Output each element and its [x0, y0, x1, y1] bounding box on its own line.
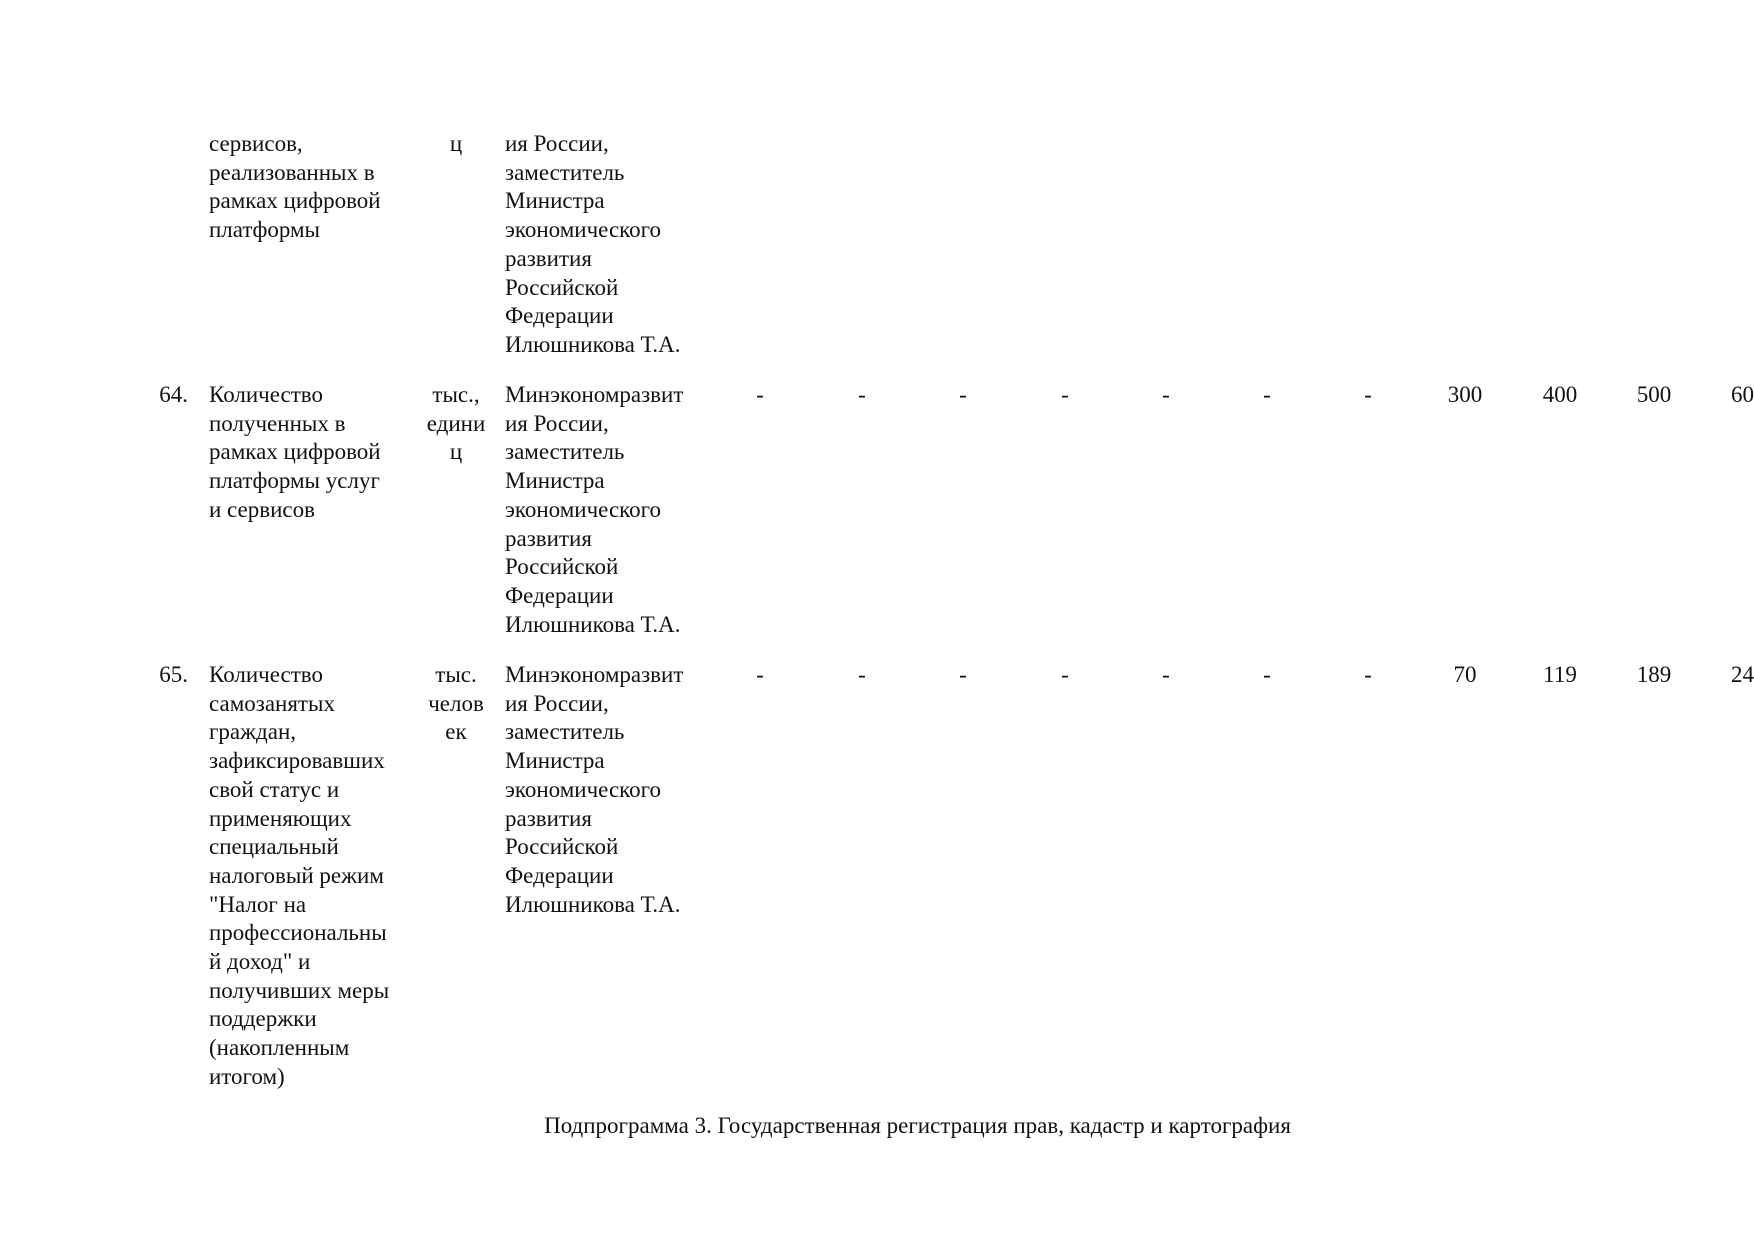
row-unit: ц — [449, 131, 463, 156]
row-value: - — [1061, 662, 1069, 687]
row-value: - — [756, 382, 764, 407]
row-responsible: Минэкономразвит ия России, заместитель Министра экономического развития Российской Федерации Илюшникова Т.А. — [505, 662, 684, 917]
row-name: Количество самозанятых граждан, зафиксировавших свой статус и применяющих специальный налоговый режим "Налог на профессиональны й доход" и получивших меры поддержки (накопленным итогом) — [209, 662, 390, 1089]
row-value: 70 — [1453, 662, 1477, 687]
row-value: 300 — [1447, 382, 1483, 407]
row-value: - — [1364, 662, 1372, 687]
row-value: 60 — [1731, 382, 1754, 407]
row-value: 24 — [1731, 662, 1754, 687]
row-value: 500 — [1636, 382, 1672, 407]
row-unit: тыс. челов ек — [428, 662, 484, 745]
row-value: - — [959, 382, 967, 407]
row-value: - — [1162, 662, 1170, 687]
row-responsible: ия России, заместитель Министра экономического развития Российской Федерации Илюшникова Т.А. — [505, 131, 681, 357]
row-value: 189 — [1636, 662, 1672, 687]
row-number: 65. — [159, 662, 188, 687]
row-value: 119 — [1543, 662, 1577, 687]
row-value: - — [959, 662, 967, 687]
row-value: - — [756, 662, 764, 687]
row-value: - — [1364, 382, 1372, 407]
row-unit: тыс., едини ц — [426, 382, 486, 465]
row-responsible: Минэкономразвит ия России, заместитель Министра экономического развития Российской Федерации Илюшникова Т.А. — [505, 382, 684, 637]
subprogram-heading: Подпрограмма 3. Государственная регистрация прав, кадастр и картография — [544, 1113, 1291, 1138]
row-value: - — [1263, 662, 1271, 687]
row-name: Количество полученных в рамках цифровой платформы услуг и сервисов — [209, 382, 381, 522]
row-value: - — [1162, 382, 1170, 407]
row-value: - — [1263, 382, 1271, 407]
row-value: - — [1061, 382, 1069, 407]
row-name: сервисов, реализованных в рамках цифровой платформы — [209, 131, 381, 243]
row-value: - — [858, 382, 866, 407]
row-value: 400 — [1542, 382, 1578, 407]
row-number: 64. — [159, 382, 188, 407]
row-value: - — [858, 662, 866, 687]
